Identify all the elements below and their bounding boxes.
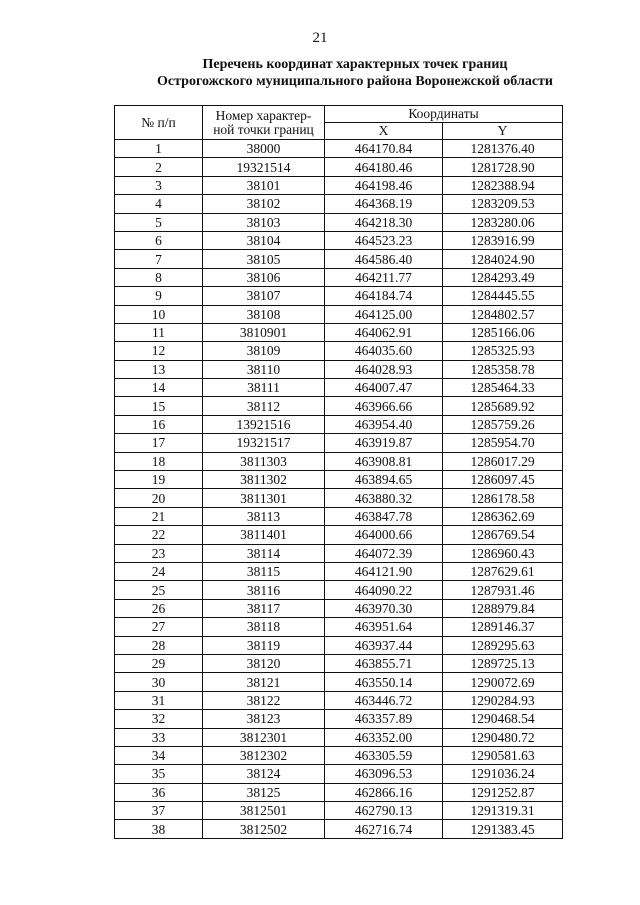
cell-point-number: 38101 bbox=[203, 176, 325, 194]
table-row bbox=[115, 783, 563, 801]
cell-x: 463550.14 bbox=[325, 673, 443, 691]
table-row bbox=[115, 618, 563, 636]
table-row bbox=[115, 802, 563, 820]
cell-index: 9 bbox=[115, 287, 203, 305]
cell-y: 1289295.63 bbox=[443, 636, 563, 654]
cell-point-number: 38120 bbox=[203, 654, 325, 672]
cell-point-number: 38117 bbox=[203, 599, 325, 617]
table-row bbox=[115, 489, 563, 507]
cell-index: 32 bbox=[115, 710, 203, 728]
table-row bbox=[115, 379, 563, 397]
cell-point-number: 38109 bbox=[203, 342, 325, 360]
cell-y: 1285689.92 bbox=[443, 397, 563, 415]
cell-x: 464368.19 bbox=[325, 195, 443, 213]
table-row bbox=[115, 636, 563, 654]
cell-index: 17 bbox=[115, 434, 203, 452]
table-row bbox=[115, 581, 563, 599]
cell-point-number: 38106 bbox=[203, 268, 325, 286]
cell-point-number: 38111 bbox=[203, 379, 325, 397]
cell-index: 2 bbox=[115, 158, 203, 176]
table-row bbox=[115, 765, 563, 783]
cell-index: 6 bbox=[115, 231, 203, 249]
cell-index: 38 bbox=[115, 820, 203, 838]
cell-x: 464218.30 bbox=[325, 213, 443, 231]
cell-point-number: 38118 bbox=[203, 618, 325, 636]
cell-x: 464170.84 bbox=[325, 140, 443, 158]
cell-point-number: 38110 bbox=[203, 360, 325, 378]
cell-x: 463951.64 bbox=[325, 618, 443, 636]
cell-y: 1283280.06 bbox=[443, 213, 563, 231]
cell-y: 1287629.61 bbox=[443, 562, 563, 580]
page-title bbox=[130, 56, 580, 90]
cell-point-number: 3811303 bbox=[203, 452, 325, 470]
cell-x: 464007.47 bbox=[325, 379, 443, 397]
cell-x: 464198.46 bbox=[325, 176, 443, 194]
cell-y: 1283209.53 bbox=[443, 195, 563, 213]
cell-x: 464523.23 bbox=[325, 231, 443, 249]
cell-x: 463970.30 bbox=[325, 599, 443, 617]
cell-y: 1290480.72 bbox=[443, 728, 563, 746]
table-row bbox=[115, 287, 563, 305]
table-row bbox=[115, 820, 563, 838]
cell-point-number: 38000 bbox=[203, 140, 325, 158]
cell-point-number: 13921516 bbox=[203, 415, 325, 433]
cell-point-number: 38113 bbox=[203, 507, 325, 525]
cell-index: 33 bbox=[115, 728, 203, 746]
cell-point-number: 38103 bbox=[203, 213, 325, 231]
table-row bbox=[115, 526, 563, 544]
cell-x: 464090.22 bbox=[325, 581, 443, 599]
table-header bbox=[115, 106, 563, 140]
cell-index: 20 bbox=[115, 489, 203, 507]
table-row bbox=[115, 305, 563, 323]
cell-index: 28 bbox=[115, 636, 203, 654]
cell-x: 463357.89 bbox=[325, 710, 443, 728]
cell-point-number: 38104 bbox=[203, 231, 325, 249]
cell-x: 463305.59 bbox=[325, 746, 443, 764]
cell-point-number: 38105 bbox=[203, 250, 325, 268]
cell-index: 15 bbox=[115, 397, 203, 415]
header-point-number-line-1: Номер характер- bbox=[215, 107, 312, 123]
cell-x: 464211.77 bbox=[325, 268, 443, 286]
cell-y: 1286960.43 bbox=[443, 544, 563, 562]
table-row bbox=[115, 434, 563, 452]
cell-x: 463908.81 bbox=[325, 452, 443, 470]
cell-y: 1281728.90 bbox=[443, 158, 563, 176]
cell-y: 1284293.49 bbox=[443, 268, 563, 286]
table-row bbox=[115, 507, 563, 525]
cell-point-number: 38102 bbox=[203, 195, 325, 213]
cell-index: 19 bbox=[115, 471, 203, 489]
header-coordinates: Координаты bbox=[325, 106, 563, 123]
table-body bbox=[115, 140, 563, 839]
cell-y: 1287931.46 bbox=[443, 581, 563, 599]
header-point-number-line-2: ной точки границ bbox=[213, 121, 314, 137]
cell-x: 463096.53 bbox=[325, 765, 443, 783]
cell-point-number: 38125 bbox=[203, 783, 325, 801]
cell-point-number: 38112 bbox=[203, 397, 325, 415]
cell-index: 16 bbox=[115, 415, 203, 433]
cell-index: 24 bbox=[115, 562, 203, 580]
cell-x: 464125.00 bbox=[325, 305, 443, 323]
table-row bbox=[115, 323, 563, 341]
cell-index: 11 bbox=[115, 323, 203, 341]
cell-x: 463352.00 bbox=[325, 728, 443, 746]
cell-point-number: 38119 bbox=[203, 636, 325, 654]
cell-y: 1286017.29 bbox=[443, 452, 563, 470]
cell-y: 1288979.84 bbox=[443, 599, 563, 617]
cell-index: 36 bbox=[115, 783, 203, 801]
cell-x: 464062.91 bbox=[325, 323, 443, 341]
table-row bbox=[115, 415, 563, 433]
cell-y: 1290468.54 bbox=[443, 710, 563, 728]
cell-x: 463919.87 bbox=[325, 434, 443, 452]
table-row bbox=[115, 268, 563, 286]
cell-y: 1286769.54 bbox=[443, 526, 563, 544]
cell-x: 464000.66 bbox=[325, 526, 443, 544]
header-x: X bbox=[325, 123, 443, 140]
table-row bbox=[115, 673, 563, 691]
cell-y: 1291383.45 bbox=[443, 820, 563, 838]
cell-point-number: 38108 bbox=[203, 305, 325, 323]
cell-index: 35 bbox=[115, 765, 203, 783]
cell-point-number: 3811401 bbox=[203, 526, 325, 544]
table-row bbox=[115, 544, 563, 562]
cell-index: 22 bbox=[115, 526, 203, 544]
table-row bbox=[115, 691, 563, 709]
cell-y: 1283916.99 bbox=[443, 231, 563, 249]
cell-x: 464121.90 bbox=[325, 562, 443, 580]
header-y: Y bbox=[443, 123, 563, 140]
table-row bbox=[115, 195, 563, 213]
cell-point-number: 38116 bbox=[203, 581, 325, 599]
cell-index: 23 bbox=[115, 544, 203, 562]
page-title-line-1: Перечень координат характерных точек границ bbox=[202, 57, 508, 72]
cell-y: 1286362.69 bbox=[443, 507, 563, 525]
cell-y: 1284024.90 bbox=[443, 250, 563, 268]
cell-point-number: 3812502 bbox=[203, 820, 325, 838]
cell-y: 1289725.13 bbox=[443, 654, 563, 672]
cell-x: 463894.65 bbox=[325, 471, 443, 489]
cell-index: 12 bbox=[115, 342, 203, 360]
cell-y: 1285358.78 bbox=[443, 360, 563, 378]
cell-point-number: 38114 bbox=[203, 544, 325, 562]
cell-index: 25 bbox=[115, 581, 203, 599]
cell-point-number: 3812301 bbox=[203, 728, 325, 746]
table-row bbox=[115, 231, 563, 249]
table-row bbox=[115, 360, 563, 378]
header-index: № п/п bbox=[115, 106, 203, 140]
cell-y: 1285759.26 bbox=[443, 415, 563, 433]
table-row bbox=[115, 213, 563, 231]
table-row bbox=[115, 342, 563, 360]
cell-x: 464072.39 bbox=[325, 544, 443, 562]
cell-index: 3 bbox=[115, 176, 203, 194]
cell-y: 1285166.06 bbox=[443, 323, 563, 341]
cell-index: 31 bbox=[115, 691, 203, 709]
cell-x: 464184.74 bbox=[325, 287, 443, 305]
table-row bbox=[115, 471, 563, 489]
cell-x: 463937.44 bbox=[325, 636, 443, 654]
cell-index: 30 bbox=[115, 673, 203, 691]
cell-x: 463954.40 bbox=[325, 415, 443, 433]
cell-index: 8 bbox=[115, 268, 203, 286]
cell-x: 463855.71 bbox=[325, 654, 443, 672]
cell-x: 462866.16 bbox=[325, 783, 443, 801]
page-number: 21 bbox=[312, 30, 328, 46]
cell-x: 463880.32 bbox=[325, 489, 443, 507]
table-row bbox=[115, 746, 563, 764]
cell-index: 18 bbox=[115, 452, 203, 470]
cell-y: 1290581.63 bbox=[443, 746, 563, 764]
cell-x: 463966.66 bbox=[325, 397, 443, 415]
cell-y: 1284445.55 bbox=[443, 287, 563, 305]
table-row bbox=[115, 452, 563, 470]
cell-point-number: 19321517 bbox=[203, 434, 325, 452]
table-row bbox=[115, 710, 563, 728]
cell-x: 464180.46 bbox=[325, 158, 443, 176]
cell-index: 34 bbox=[115, 746, 203, 764]
cell-index: 21 bbox=[115, 507, 203, 525]
cell-x: 463847.78 bbox=[325, 507, 443, 525]
cell-y: 1286097.45 bbox=[443, 471, 563, 489]
cell-point-number: 38121 bbox=[203, 673, 325, 691]
cell-y: 1282388.94 bbox=[443, 176, 563, 194]
cell-index: 10 bbox=[115, 305, 203, 323]
table-row bbox=[115, 140, 563, 158]
cell-y: 1291036.24 bbox=[443, 765, 563, 783]
table-row bbox=[115, 158, 563, 176]
cell-point-number: 38124 bbox=[203, 765, 325, 783]
cell-index: 26 bbox=[115, 599, 203, 617]
cell-y: 1290072.69 bbox=[443, 673, 563, 691]
cell-y: 1285464.33 bbox=[443, 379, 563, 397]
table-row bbox=[115, 176, 563, 194]
header-point-number bbox=[203, 106, 325, 140]
cell-y: 1289146.37 bbox=[443, 618, 563, 636]
cell-point-number: 3812302 bbox=[203, 746, 325, 764]
cell-y: 1291252.87 bbox=[443, 783, 563, 801]
cell-y: 1281376.40 bbox=[443, 140, 563, 158]
cell-x: 462716.74 bbox=[325, 820, 443, 838]
cell-point-number: 38115 bbox=[203, 562, 325, 580]
coordinates-table bbox=[114, 105, 563, 839]
cell-x: 463446.72 bbox=[325, 691, 443, 709]
cell-index: 7 bbox=[115, 250, 203, 268]
cell-point-number: 38107 bbox=[203, 287, 325, 305]
cell-point-number: 19321514 bbox=[203, 158, 325, 176]
cell-index: 13 bbox=[115, 360, 203, 378]
cell-index: 14 bbox=[115, 379, 203, 397]
cell-y: 1285954.70 bbox=[443, 434, 563, 452]
cell-index: 37 bbox=[115, 802, 203, 820]
cell-x: 462790.13 bbox=[325, 802, 443, 820]
table-row bbox=[115, 728, 563, 746]
table-row bbox=[115, 250, 563, 268]
cell-y: 1285325.93 bbox=[443, 342, 563, 360]
cell-point-number: 3810901 bbox=[203, 323, 325, 341]
cell-y: 1290284.93 bbox=[443, 691, 563, 709]
cell-point-number: 3812501 bbox=[203, 802, 325, 820]
table-row bbox=[115, 599, 563, 617]
cell-x: 464035.60 bbox=[325, 342, 443, 360]
table-row bbox=[115, 654, 563, 672]
cell-point-number: 38122 bbox=[203, 691, 325, 709]
cell-point-number: 3811301 bbox=[203, 489, 325, 507]
cell-y: 1286178.58 bbox=[443, 489, 563, 507]
cell-y: 1284802.57 bbox=[443, 305, 563, 323]
cell-point-number: 38123 bbox=[203, 710, 325, 728]
cell-x: 464028.93 bbox=[325, 360, 443, 378]
cell-x: 464586.40 bbox=[325, 250, 443, 268]
cell-index: 4 bbox=[115, 195, 203, 213]
table-row bbox=[115, 397, 563, 415]
table-row bbox=[115, 562, 563, 580]
cell-index: 5 bbox=[115, 213, 203, 231]
cell-index: 27 bbox=[115, 618, 203, 636]
cell-index: 1 bbox=[115, 140, 203, 158]
cell-y: 1291319.31 bbox=[443, 802, 563, 820]
cell-index: 29 bbox=[115, 654, 203, 672]
cell-point-number: 3811302 bbox=[203, 471, 325, 489]
page-title-line-2: Острогожского муниципального района Воронежской области bbox=[157, 74, 553, 89]
